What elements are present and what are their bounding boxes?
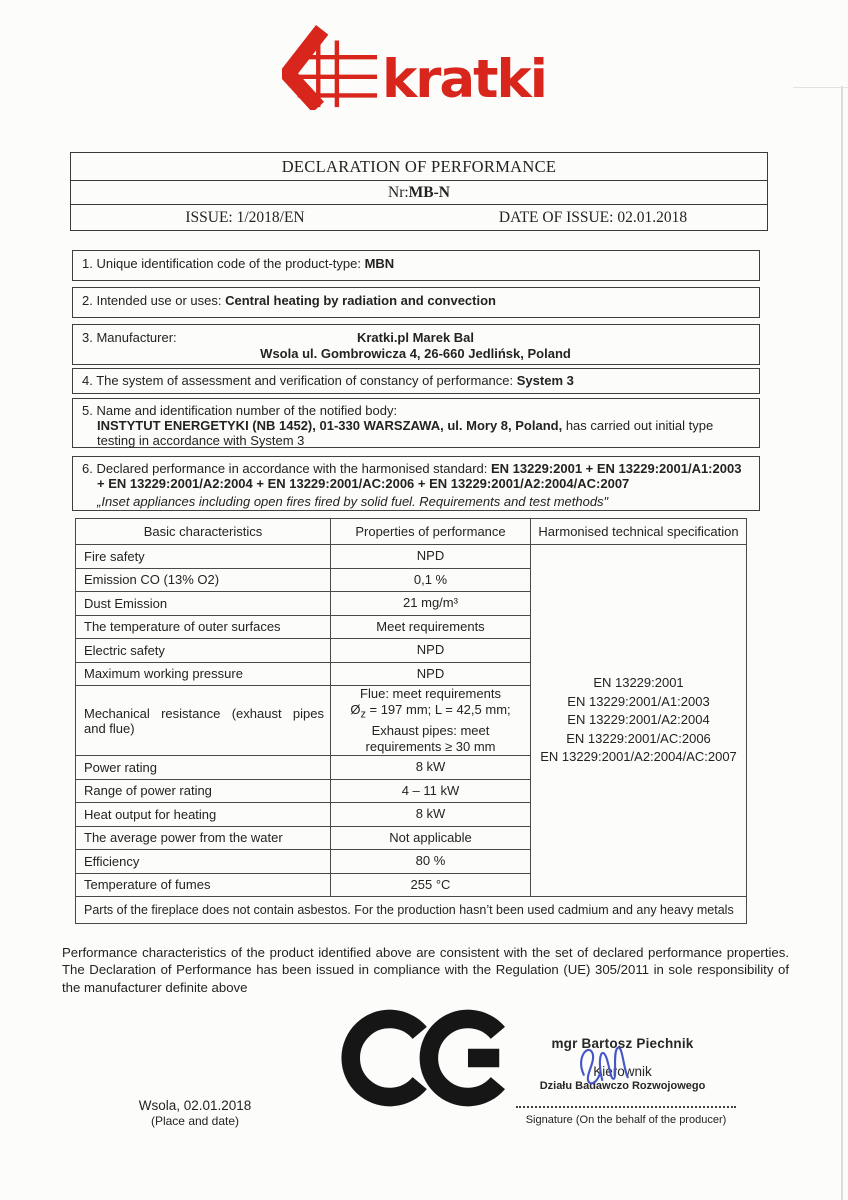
characteristic-cell: Mechanical resistance (exhaust pipes and flue) <box>76 686 331 756</box>
asbestos-footnote: Parts of the fireplace does not contain asbestos. For the production hasn’t been used cadmium and any heavy metals <box>76 897 747 924</box>
characteristic-cell: Emission CO (13% O2) <box>76 568 331 592</box>
characteristic-cell: Electric safety <box>76 639 331 663</box>
section-intended-use <box>72 287 760 318</box>
characteristic-cell: The average power from the water <box>76 826 331 850</box>
approver-title: Kierownik <box>593 1064 652 1079</box>
title-block <box>70 152 768 231</box>
table-footnote-row <box>76 897 747 924</box>
header-properties: Properties of performance <box>331 519 531 545</box>
approver-name: mgr Bartosz Piechnik <box>551 1036 694 1051</box>
performance-value-cell: 8 kW <box>331 803 531 827</box>
performance-value-cell: Not applicable <box>331 826 531 850</box>
notified-body-name: INSTYTUT ENERGETYKI (NB 1452), 01-330 WARSZAWA, ul. Mory 8, Poland, <box>97 417 563 433</box>
section-4-value: System 3 <box>516 373 574 388</box>
ce-mark-icon <box>341 1008 509 1113</box>
performance-value-cell: 80 % <box>331 850 531 874</box>
kratki-logo-wordmark: kratki <box>382 48 546 110</box>
number-value: MB-N <box>408 183 450 201</box>
manufacturer-address: Wsola ul. Gombrowicza 4, 26-660 Jedlińsk, Poland <box>260 345 571 361</box>
section-product-type <box>72 250 760 281</box>
characteristic-cell: Temperature of fumes <box>76 873 331 897</box>
manufacturer-name: Kratki.pl Marek Bal <box>356 330 475 345</box>
section-2-label: 2. Intended use or uses: <box>82 293 226 308</box>
performance-value-cell: 255 °C <box>331 873 531 897</box>
section-2-value: Central heating by radiation and convection <box>225 293 496 308</box>
characteristic-cell: Fire safety <box>76 545 331 569</box>
issue-date: DATE OF ISSUE: 02.01.2018 <box>498 208 688 226</box>
performance-value-cell: Meet requirements <box>331 615 531 639</box>
approver-department: Działu Badawczo Rozwojowego <box>539 1080 706 1092</box>
scan-artifact-line <box>841 86 843 1200</box>
characteristic-cell: Power rating <box>76 756 331 780</box>
document-number-row <box>71 181 767 205</box>
section-assessment-system <box>72 368 760 394</box>
performance-value-cell: 21 mg/m³ <box>331 592 531 616</box>
characteristic-cell: Heat output for heating <box>76 803 331 827</box>
section-1-label: 1. Unique identification code of the product-type: <box>82 256 365 271</box>
number-label: Nr: <box>388 183 409 201</box>
section-1-value: MBN <box>364 256 395 271</box>
header-basic-characteristics: Basic characteristics <box>76 519 331 545</box>
characteristic-cell: Range of power rating <box>76 779 331 803</box>
harmonised-spec-cell: EN 13229:2001 EN 13229:2001/A1:2003 EN 13229:2001/A2:2004 EN 13229:2001/AC:2006 EN 13229:2001/A2:2004/AC:2007 <box>531 545 747 897</box>
performance-value-cell: 4 – 11 kW <box>331 779 531 803</box>
table-row <box>76 545 747 569</box>
place-date-caption: (Place and date) <box>150 1114 240 1128</box>
place-date-value: Wsola, 02.01.2018 <box>138 1098 252 1113</box>
header-harmonised-spec: Harmonised technical specification <box>531 519 747 545</box>
table-header-row <box>76 519 747 545</box>
standard-quote: „Inset appliances including open fires fired by solid fuel. Requirements and test methods" <box>97 493 609 509</box>
characteristic-cell: Dust Emission <box>76 592 331 616</box>
performance-value-cell: Flue: meet requirements $Ø_z = 197$ mm; L = 42,5 mm; Exhaust pipes: meet requirements ≥ 30 mm <box>331 686 531 756</box>
closing-paragraph: Performance characteristics of the product identified above are consistent with the set of declared performance properties. The Declaration of Performance has been issued in compliance with the Regulation (UE) 305/2011 in sole responsibility of the manufacturer definite above <box>62 945 789 995</box>
performance-value-cell: 0,1 % <box>331 568 531 592</box>
performance-value-cell: 8 kW <box>331 756 531 780</box>
section-notified-body <box>72 398 760 448</box>
issue-number: ISSUE: 1/2018/EN <box>185 208 305 226</box>
handwritten-signature-scribble <box>574 1040 636 1095</box>
section-6-label: 6. Declared performance in accordance with the harmonised standard: <box>82 461 491 476</box>
signature-caption: Signature (On the behalf of the producer) <box>525 1114 727 1126</box>
performance-value-cell: NPD <box>331 639 531 663</box>
issue-row <box>71 205 767 230</box>
section-manufacturer <box>72 324 760 365</box>
characteristic-cell: Maximum working pressure <box>76 662 331 686</box>
document-title: DECLARATION OF PERFORMANCE <box>71 153 767 181</box>
section-6-standards: EN 13229:2001 + EN 13229:2001/A1:2003 + EN 13229:2001/A2:2004 + EN 13229:2001/AC:2006 + EN 13229:2001/A2:2004/AC:2007 <box>97 461 742 491</box>
scan-artifact-line <box>793 87 848 88</box>
kratki-logo <box>282 24 546 110</box>
performance-value-cell: NPD <box>331 662 531 686</box>
characteristic-cell: Efficiency <box>76 850 331 874</box>
notified-body-rest: has carried out initial type testing in accordance with System 3 <box>97 417 714 448</box>
manufacturer-label: 3. Manufacturer: <box>82 330 177 345</box>
section-4-label: 4. The system of assessment and verification of constancy of performance: <box>82 373 517 388</box>
performance-value-cell: NPD <box>331 545 531 569</box>
place-and-date <box>110 1098 280 1128</box>
performance-table <box>75 518 747 924</box>
kratki-grate-chevron-icon <box>282 24 380 110</box>
notified-body-label: 5. Name and identification number of the notified body: <box>82 403 398 418</box>
characteristic-cell: The temperature of outer surfaces <box>76 615 331 639</box>
performance-table-body <box>76 545 747 897</box>
section-declared-performance <box>72 456 760 511</box>
